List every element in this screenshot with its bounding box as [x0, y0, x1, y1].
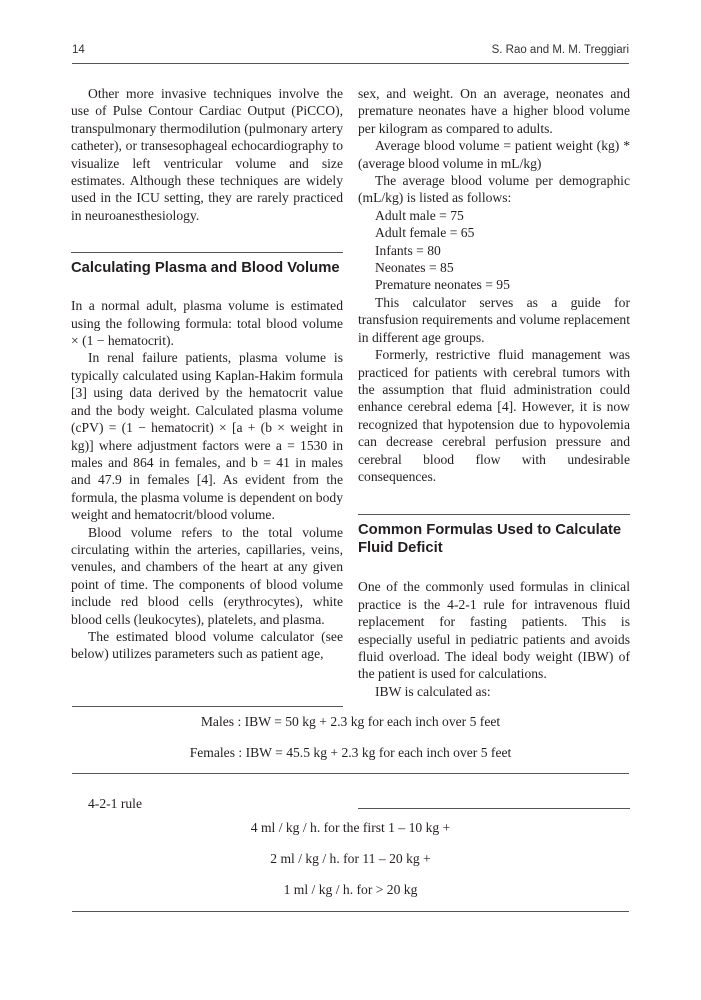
blood-volume-item: Premature neonates = 95 [375, 277, 510, 293]
page-number: 14 [72, 44, 85, 56]
body-paragraph: Average blood volume = patient weight (kg) * (average blood volume in mL/kg) [358, 138, 630, 171]
running-header [72, 44, 629, 62]
right-column [358, 85, 630, 700]
body-paragraph: The estimated blood volume calculator (see below) utilizes parameters such as patient age, [71, 628, 343, 662]
running-header-authors: S. Rao and M. M. Treggiari [491, 44, 629, 56]
rule-421-bottom-rule [72, 911, 629, 912]
section-heading-plasma-volume: Calculating Plasma and Blood Volume [71, 260, 340, 277]
rule-421-line: 2 ml / kg / h. for 11 – 20 kg + [270, 851, 431, 866]
intro-paragraph: Other more invasive techniques involve the use of Pulse Contour Cardiac Output (PiCCO), transpulmonary thermodilution (pulmonary artery catheter), or transesophageal echocardiography to visualize left ventricular volume and size estimates. Although these techniques are widely used in the ICU setting, they are rarely practiced in neuroanesthesiology. [71, 86, 343, 223]
body-paragraph: Formerly, restrictive fluid management was practiced for patients with cerebral tumors with the assumption that fluid administration could enhance cerebral edema [4]. However, it is now recognized that hypotension due to hypovolemia can decrease cerebral perfusion pressure and cerebral blood flow with undesirable consequences. [358, 347, 630, 484]
left-column [71, 85, 343, 663]
body-paragraph: sex, and weight. On an average, neonates and premature neonates have a higher blood volume per kilogram as compared to adults. [358, 86, 630, 136]
equation-rule-bottom [72, 773, 629, 774]
header-rule [72, 63, 629, 64]
blood-volume-item: Adult female = 65 [375, 225, 475, 241]
blood-volume-item: Adult male = 75 [375, 207, 464, 223]
ibw-equation-males: Males : IBW = 50 kg + 2.3 kg for each inch over 5 feet [200, 714, 501, 729]
rule-421-line: 1 ml / kg / h. for > 20 kg [283, 882, 418, 897]
body-paragraph: One of the commonly used formulas in clinical practice is the 4-2-1 rule for intravenous fluid replacement for fasting patients. This is especially useful in pediatric patients and avoids fluid overload. The ideal body weight (IBW) of the patient is used for calculations. [358, 579, 630, 682]
body-paragraph: Blood volume refers to the total volume circulating within the arteries, capillaries, veins, venules, and chambers of the heart at any given point of time. The components of blood volume include red blood cells (erythrocytes), white blood cells (leukocytes), platelets, and plasma. [71, 524, 343, 627]
rule-421-line: 4 ml / kg / h. for the first 1 – 10 kg + [250, 820, 451, 835]
body-paragraph: In renal failure patients, plasma volume is typically calculated using Kaplan-Hakim formula [3] using data derived by the hematocrit value and the body weight. Calculated plasma volume (cPV) = (1 − hematocrit) × [a + (b × weight in kg)] where adjustment factors were a = 1530 in males and 864 in females, and b = 41 in males and 47.9 in females [4]. As evident from the formula, the plasma volume is dependent on body weight and hematocrit/blood volume. [71, 350, 343, 523]
blood-volume-item: Neonates = 85 [375, 260, 454, 276]
body-paragraph: IBW is calculated as: [375, 683, 491, 699]
body-paragraph: This calculator serves as a guide for transfusion requirements and volume replacement in different age groups. [358, 294, 630, 345]
body-paragraph: In a normal adult, plasma volume is estimated using the following formula: total blood volume × (1 − hematocrit). [71, 298, 343, 349]
body-paragraph: The average blood volume per demographic (mL/kg) is listed as follows: [358, 173, 630, 206]
section-rule [358, 514, 630, 515]
section-heading-fluid-deficit: Common Formulas Used to Calculate Fluid Deficit [358, 522, 622, 557]
equation-rule-top [72, 706, 343, 707]
rule-421-label: 4-2-1 rule [88, 796, 142, 811]
ibw-equation-females: Females : IBW = 45.5 kg + 2.3 kg for each inch over 5 feet [189, 745, 512, 760]
blood-volume-item: Infants = 80 [375, 242, 441, 258]
rule-421-rule [358, 808, 630, 809]
section-rule [71, 252, 343, 253]
